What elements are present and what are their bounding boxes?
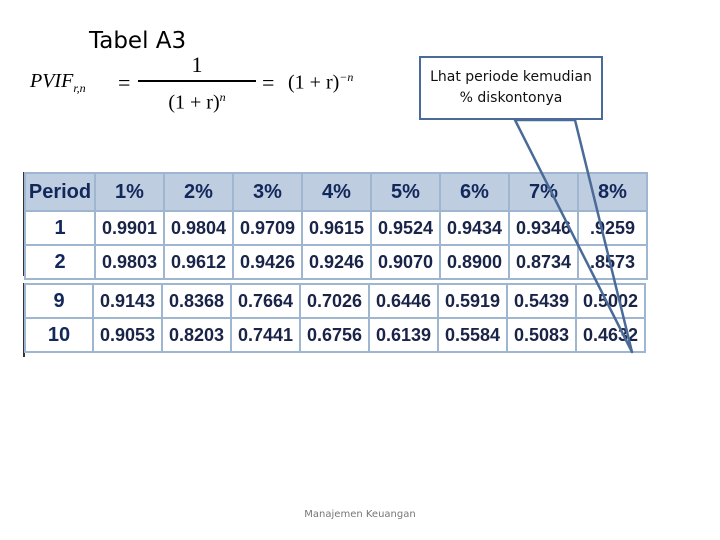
header-rate: 6% xyxy=(440,173,509,211)
value-cell: 0.9434 xyxy=(440,211,509,245)
value-cell: 0.9804 xyxy=(164,211,233,245)
value-cell: 0.8900 xyxy=(440,245,509,279)
value-cell: 0.6756 xyxy=(300,318,369,352)
value-cell: 0.7026 xyxy=(300,284,369,318)
value-cell: 0.9246 xyxy=(302,245,371,279)
callout-pointer-shape xyxy=(515,120,632,352)
value-cell: 0.9612 xyxy=(164,245,233,279)
callout-line-1: Lhat periode kemudian xyxy=(430,69,592,85)
period-cell: 10 xyxy=(25,318,93,352)
formula-numerator: 1 xyxy=(191,52,203,77)
value-cell: 0.5919 xyxy=(438,284,507,318)
value-cell: 0.9803 xyxy=(95,245,164,279)
value-cell: 0.4632 xyxy=(576,318,645,352)
formula-denominator: $(1 + r)^n$ xyxy=(168,90,226,114)
period-cell: 2 xyxy=(25,245,95,279)
value-cell: 0.9901 xyxy=(95,211,164,245)
header-rate: 1% xyxy=(95,173,164,211)
value-cell: 0.9524 xyxy=(371,211,440,245)
formula-lhs: $PVIF_{r,n}$ xyxy=(30,70,86,95)
value-cell: 0.6139 xyxy=(369,318,438,352)
formula-equals-2: = xyxy=(262,70,275,95)
period-cell: 1 xyxy=(25,211,95,245)
value-cell: 0.7441 xyxy=(231,318,300,352)
value-cell: 0.9053 xyxy=(93,318,162,352)
formula-rhs: $(1 + r)^{-n}$ xyxy=(288,70,354,94)
slide-title: Tabel A3 xyxy=(89,28,187,54)
header-rate: 8% xyxy=(578,173,647,211)
header-rate: 2% xyxy=(164,173,233,211)
value-cell: 0.9346 xyxy=(509,211,578,245)
value-cell: 0.8734 xyxy=(509,245,578,279)
header-rate: 7% xyxy=(509,173,578,211)
period-cell: 9 xyxy=(25,284,93,318)
header-rate: 5% xyxy=(371,173,440,211)
value-cell: 0.5002 xyxy=(576,284,645,318)
value-cell: 0.8368 xyxy=(162,284,231,318)
value-cell: 0.9426 xyxy=(233,245,302,279)
callout-line-2: % diskontonya xyxy=(459,90,563,106)
header-rate: 3% xyxy=(233,173,302,211)
value-cell: .8573 xyxy=(578,245,647,279)
value-cell: .9259 xyxy=(578,211,647,245)
value-cell: 0.8203 xyxy=(162,318,231,352)
slide-footer: Manajemen Keuangan xyxy=(304,509,416,520)
header-period: Period xyxy=(25,173,95,211)
value-cell: 0.9709 xyxy=(233,211,302,245)
value-cell: 0.9143 xyxy=(93,284,162,318)
value-cell: 0.7664 xyxy=(231,284,300,318)
value-cell: 0.6446 xyxy=(369,284,438,318)
value-cell: 0.5439 xyxy=(507,284,576,318)
formula-equals: = xyxy=(118,70,131,95)
value-cell: 0.9615 xyxy=(302,211,371,245)
value-cell: 0.9070 xyxy=(371,245,440,279)
header-rate: 4% xyxy=(302,173,371,211)
value-cell: 0.5083 xyxy=(507,318,576,352)
value-cell: 0.5584 xyxy=(438,318,507,352)
